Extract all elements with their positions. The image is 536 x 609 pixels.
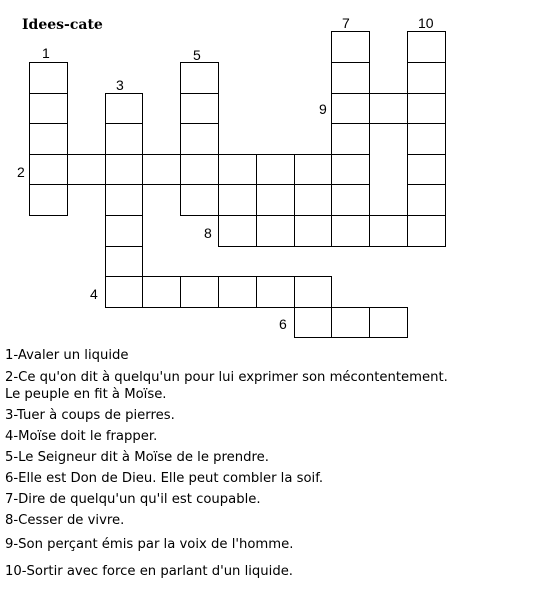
grid-cell[interactable] bbox=[407, 184, 446, 216]
clue-4: 4-Moïse doit le frapper. bbox=[5, 429, 158, 444]
grid-cell[interactable] bbox=[180, 62, 219, 94]
clue-number-2: 2 bbox=[17, 164, 25, 180]
grid-cell[interactable] bbox=[67, 154, 106, 186]
clue-8: 8-Cesser de vivre. bbox=[5, 513, 125, 528]
grid-cell[interactable] bbox=[180, 123, 219, 155]
grid-cell[interactable] bbox=[180, 276, 219, 308]
grid-cell[interactable] bbox=[180, 93, 219, 125]
grid-cell[interactable] bbox=[407, 154, 446, 186]
grid-cell[interactable] bbox=[218, 184, 257, 216]
grid-cell[interactable] bbox=[294, 276, 333, 308]
grid-cell[interactable] bbox=[218, 276, 257, 308]
grid-cell[interactable] bbox=[407, 62, 446, 94]
grid-cell[interactable] bbox=[407, 31, 446, 63]
clue-number-7: 7 bbox=[342, 15, 350, 31]
grid-cell[interactable] bbox=[29, 184, 68, 216]
clue-number-9: 9 bbox=[319, 101, 327, 117]
grid-cell[interactable] bbox=[331, 62, 370, 94]
clue-2: 2-Ce qu'on dit à quelqu'un pour lui exprimer son mécontentement. bbox=[5, 370, 448, 385]
grid-cell[interactable] bbox=[407, 123, 446, 155]
clue-number-10: 10 bbox=[418, 15, 434, 31]
grid-cell[interactable] bbox=[256, 276, 295, 308]
grid-cell[interactable] bbox=[369, 215, 408, 247]
clue-list bbox=[5, 345, 533, 582]
grid-cell[interactable] bbox=[105, 276, 144, 308]
grid-cell[interactable] bbox=[29, 154, 68, 186]
grid-cell[interactable] bbox=[331, 93, 370, 125]
grid-cell[interactable] bbox=[294, 215, 333, 247]
grid-cell[interactable] bbox=[331, 154, 370, 186]
grid-cell[interactable] bbox=[142, 154, 181, 186]
clue-10: 10-Sortir avec force en parlant d'un liquide. bbox=[5, 564, 293, 579]
clue-9: 9-Son perçant émis par la voix de l'homme. bbox=[5, 537, 294, 552]
clue-6: 6-Elle est Don de Dieu. Elle peut combler la soif. bbox=[5, 471, 324, 486]
grid-cell[interactable] bbox=[218, 215, 257, 247]
grid-cell[interactable] bbox=[105, 246, 144, 278]
grid-cell[interactable] bbox=[29, 123, 68, 155]
grid-cell[interactable] bbox=[407, 93, 446, 125]
grid-cell[interactable] bbox=[369, 93, 408, 125]
grid-cell[interactable] bbox=[331, 123, 370, 155]
grid-cell[interactable] bbox=[180, 184, 219, 216]
grid-cell[interactable] bbox=[294, 184, 333, 216]
grid-cell[interactable] bbox=[331, 31, 370, 63]
clue-7: 7-Dire de quelqu'un qu'il est coupable. bbox=[5, 492, 261, 507]
grid-cell[interactable] bbox=[180, 154, 219, 186]
grid-cell[interactable] bbox=[407, 215, 446, 247]
grid-cell[interactable] bbox=[331, 184, 370, 216]
grid-cell[interactable] bbox=[331, 307, 370, 339]
grid-cell[interactable] bbox=[256, 215, 295, 247]
grid-cell[interactable] bbox=[29, 93, 68, 125]
clue-number-8: 8 bbox=[204, 225, 212, 241]
grid-cell[interactable] bbox=[369, 307, 408, 339]
grid-cell[interactable] bbox=[105, 93, 144, 125]
clue-5: 5-Le Seigneur dit à Moïse de le prendre. bbox=[5, 450, 269, 465]
clue-number-5: 5 bbox=[193, 47, 201, 63]
grid-cell[interactable] bbox=[331, 215, 370, 247]
grid-cell[interactable] bbox=[256, 154, 295, 186]
clue-number-4: 4 bbox=[90, 286, 98, 302]
grid-cell[interactable] bbox=[218, 154, 257, 186]
puzzle-title: Idees-cate bbox=[22, 17, 103, 33]
grid-cell[interactable] bbox=[29, 62, 68, 94]
clue-number-6: 6 bbox=[279, 316, 287, 332]
grid-cell[interactable] bbox=[294, 154, 333, 186]
clue-number-1: 1 bbox=[42, 45, 50, 61]
clue-number-3: 3 bbox=[116, 77, 124, 93]
clue-3: 3-Tuer à coups de pierres. bbox=[5, 408, 175, 423]
grid-cell[interactable] bbox=[142, 276, 181, 308]
grid-cell[interactable] bbox=[105, 215, 144, 247]
clue-2-continued: Le peuple en fit à Moïse. bbox=[5, 387, 167, 402]
grid-cell[interactable] bbox=[294, 307, 333, 339]
grid-cell[interactable] bbox=[256, 184, 295, 216]
clue-1: 1-Avaler un liquide bbox=[5, 348, 129, 363]
grid-cell[interactable] bbox=[105, 154, 144, 186]
grid-cell[interactable] bbox=[105, 123, 144, 155]
grid-cell[interactable] bbox=[105, 184, 144, 216]
